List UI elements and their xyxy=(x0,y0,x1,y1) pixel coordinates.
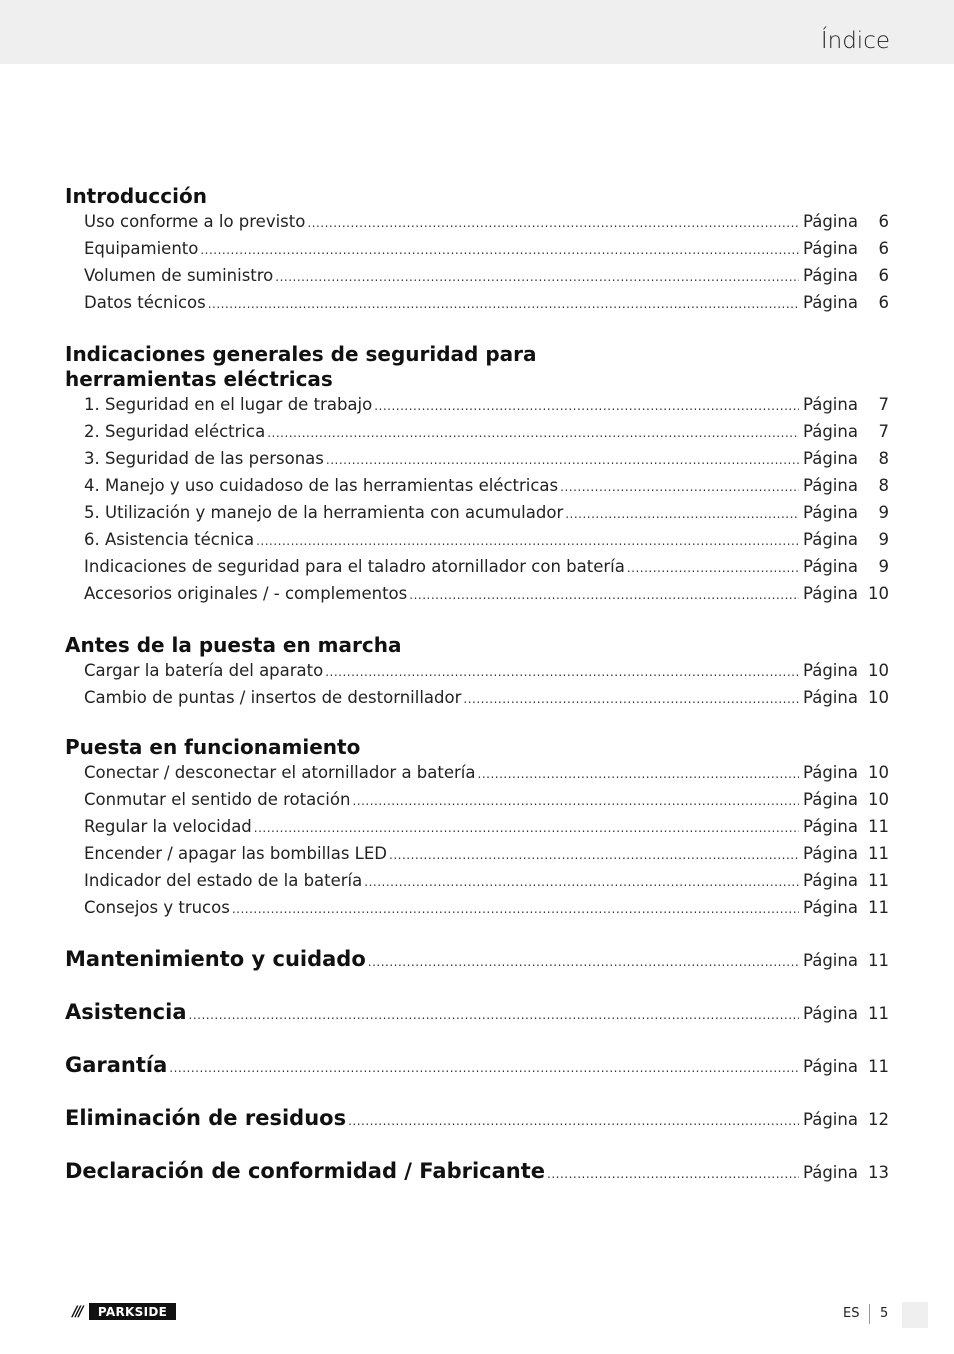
entry-label: 2. Seguridad eléctrica xyxy=(84,422,266,441)
leader-dots xyxy=(200,238,799,263)
entry-label: Declaración de conformidad / Fabricante xyxy=(65,1159,546,1183)
page-word: Página xyxy=(803,817,858,836)
entry-label: Encender / apagar las bombillas LED xyxy=(84,844,388,863)
page-number: 10 xyxy=(868,661,889,680)
page-word: Página xyxy=(803,449,858,468)
page-word: Página xyxy=(803,763,858,782)
leader-dots xyxy=(275,265,799,290)
leader-dots xyxy=(547,1162,799,1187)
toc-entry[interactable] xyxy=(65,473,889,500)
toc-main-entry[interactable] xyxy=(65,1000,889,1028)
page-number: 11 xyxy=(868,898,889,917)
entry-label: 4. Manejo y uso cuidadoso de las herramientas eléctricas xyxy=(84,476,559,495)
leader-dots xyxy=(368,950,799,975)
toc-entry[interactable] xyxy=(65,760,889,787)
entry-label: Garantía xyxy=(65,1053,168,1077)
leader-dots xyxy=(389,843,799,868)
entry-label: Uso conforme a lo previsto xyxy=(84,212,306,231)
leader-dots xyxy=(307,211,799,236)
leader-dots xyxy=(169,1056,799,1081)
page-word: Página xyxy=(803,871,858,890)
page-number: 6 xyxy=(878,293,889,312)
page-word: Página xyxy=(803,503,858,522)
section-heading: Introducción xyxy=(65,184,207,208)
page-number: 10 xyxy=(868,763,889,782)
page-number: 13 xyxy=(868,1163,889,1182)
leader-dots xyxy=(256,529,799,554)
toc-entry[interactable] xyxy=(65,290,889,317)
toc-entry[interactable] xyxy=(65,446,889,473)
page-word: Página xyxy=(803,1163,858,1182)
toc-entry[interactable] xyxy=(65,895,889,922)
page-word: Página xyxy=(803,530,858,549)
entry-label: Cambio de puntas / insertos de destornillador xyxy=(84,688,462,707)
leader-dots xyxy=(364,870,799,895)
page-word: Página xyxy=(803,239,858,258)
page-number: 11 xyxy=(868,1004,889,1023)
section-heading: Puesta en funcionamiento xyxy=(65,735,361,759)
entry-label: 6. Asistencia técnica xyxy=(84,530,255,549)
toc-main-entry[interactable] xyxy=(65,1053,889,1081)
entry-label: Eliminación de residuos xyxy=(65,1106,347,1130)
toc-entry[interactable] xyxy=(65,841,889,868)
page-word: Página xyxy=(803,293,858,312)
entry-label: Regular la velocidad xyxy=(84,817,252,836)
toc-entry[interactable] xyxy=(65,500,889,527)
page-word: Página xyxy=(803,476,858,495)
page-number: 6 xyxy=(878,212,889,231)
language-code: ES xyxy=(843,1306,860,1321)
page-title: Índice xyxy=(820,28,890,54)
toc-section-seguridad xyxy=(65,342,889,608)
toc-section-puesta-en-funcionamiento xyxy=(65,735,889,922)
page-number: 7 xyxy=(878,395,889,414)
toc-entry[interactable] xyxy=(65,814,889,841)
entry-label: 1. Seguridad en el lugar de trabajo xyxy=(84,395,373,414)
leader-dots xyxy=(232,897,799,922)
entry-label: Consejos y trucos xyxy=(84,898,230,917)
page-word: Página xyxy=(803,898,858,917)
page-number: 10 xyxy=(868,688,889,707)
page-number: 12 xyxy=(868,1110,889,1129)
page-word: Página xyxy=(803,790,858,809)
leader-dots xyxy=(352,789,799,814)
page-number: 7 xyxy=(878,422,889,441)
logo-stripes-icon: /// xyxy=(65,1303,89,1320)
page-number: 11 xyxy=(868,844,889,863)
page-number: 10 xyxy=(868,584,889,603)
entry-label: Cargar la batería del aparato xyxy=(84,661,324,680)
page-word: Página xyxy=(803,661,858,680)
footer-divider xyxy=(869,1304,870,1324)
leader-dots xyxy=(560,475,799,500)
entry-label: 5. Utilización y manejo de la herramienta con acumulador xyxy=(84,503,564,522)
leader-dots xyxy=(627,556,799,581)
toc-section-antes-puesta-en-marcha xyxy=(65,633,889,712)
section-heading: Indicaciones generales de seguridad para herramientas eléctricas xyxy=(65,342,537,391)
toc-main-entry[interactable] xyxy=(65,1159,889,1187)
page-number: 11 xyxy=(868,1057,889,1076)
leader-dots xyxy=(478,762,800,787)
footer-tab-box xyxy=(902,1302,928,1328)
toc-entry[interactable] xyxy=(65,685,889,712)
toc-main-entry[interactable] xyxy=(65,947,889,975)
leader-dots xyxy=(409,583,799,608)
toc-entry[interactable] xyxy=(65,209,889,236)
entry-label: 3. Seguridad de las personas xyxy=(84,449,324,468)
page-word: Página xyxy=(803,1004,858,1023)
page-number: 11 xyxy=(868,951,889,970)
parkside-logo xyxy=(65,1303,176,1320)
toc-entry[interactable] xyxy=(65,787,889,814)
page-word: Página xyxy=(803,688,858,707)
entry-label: Datos técnicos xyxy=(84,293,206,312)
entry-label: Conmutar el sentido de rotación xyxy=(84,790,351,809)
toc-entry[interactable] xyxy=(65,392,889,419)
page-number: 8 xyxy=(878,449,889,468)
toc-entry[interactable] xyxy=(65,527,889,554)
entry-label: Volumen de suministro xyxy=(84,266,274,285)
leader-dots xyxy=(565,502,799,527)
entry-label: Equipamiento xyxy=(84,239,199,258)
page-word: Página xyxy=(803,422,858,441)
page-word: Página xyxy=(803,557,858,576)
entry-label: Indicaciones de seguridad para el taladro atornillador con batería xyxy=(84,557,625,576)
leader-dots xyxy=(326,448,799,473)
toc-entry[interactable] xyxy=(65,554,889,581)
toc-entry[interactable] xyxy=(65,868,889,895)
leader-dots xyxy=(208,292,799,317)
page-word: Página xyxy=(803,395,858,414)
leader-dots xyxy=(463,687,799,712)
toc-entry[interactable] xyxy=(65,581,889,608)
entry-label: Mantenimiento y cuidado xyxy=(65,947,366,971)
toc-main-entry[interactable] xyxy=(65,1106,889,1134)
toc-section-introduccion xyxy=(65,184,889,317)
toc-entry[interactable] xyxy=(65,419,889,446)
page-number-footer: 5 xyxy=(880,1306,889,1321)
toc-entry[interactable] xyxy=(65,658,889,685)
page-number: 11 xyxy=(868,871,889,890)
header-band xyxy=(0,0,954,64)
page-number: 11 xyxy=(868,817,889,836)
page-word: Página xyxy=(803,584,858,603)
table-of-contents xyxy=(65,184,889,1187)
entry-label: Indicador del estado de la batería xyxy=(84,871,363,890)
leader-dots xyxy=(267,421,799,446)
page-word: Página xyxy=(803,1110,858,1129)
leader-dots xyxy=(189,1003,800,1028)
leader-dots xyxy=(254,816,799,841)
toc-entry[interactable] xyxy=(65,236,889,263)
leader-dots xyxy=(325,660,799,685)
page-word: Página xyxy=(803,951,858,970)
toc-entry[interactable] xyxy=(65,263,889,290)
page-word: Página xyxy=(803,266,858,285)
section-heading: Antes de la puesta en marcha xyxy=(65,633,402,657)
page-number: 8 xyxy=(878,476,889,495)
page-word: Página xyxy=(803,212,858,231)
leader-dots xyxy=(374,394,799,419)
page-number: 9 xyxy=(878,530,889,549)
entry-label: Accesorios originales / - complementos xyxy=(84,584,408,603)
logo-brand-text: PARKSIDE xyxy=(97,1304,168,1319)
entry-label: Conectar / desconectar el atornillador a batería xyxy=(84,763,476,782)
page-number: 6 xyxy=(878,239,889,258)
page-word: Página xyxy=(803,844,858,863)
leader-dots xyxy=(348,1109,799,1134)
page-number: 9 xyxy=(878,503,889,522)
entry-label: Asistencia xyxy=(65,1000,187,1024)
page-number: 9 xyxy=(878,557,889,576)
page-number: 6 xyxy=(878,266,889,285)
page-word: Página xyxy=(803,1057,858,1076)
page-number: 10 xyxy=(868,790,889,809)
